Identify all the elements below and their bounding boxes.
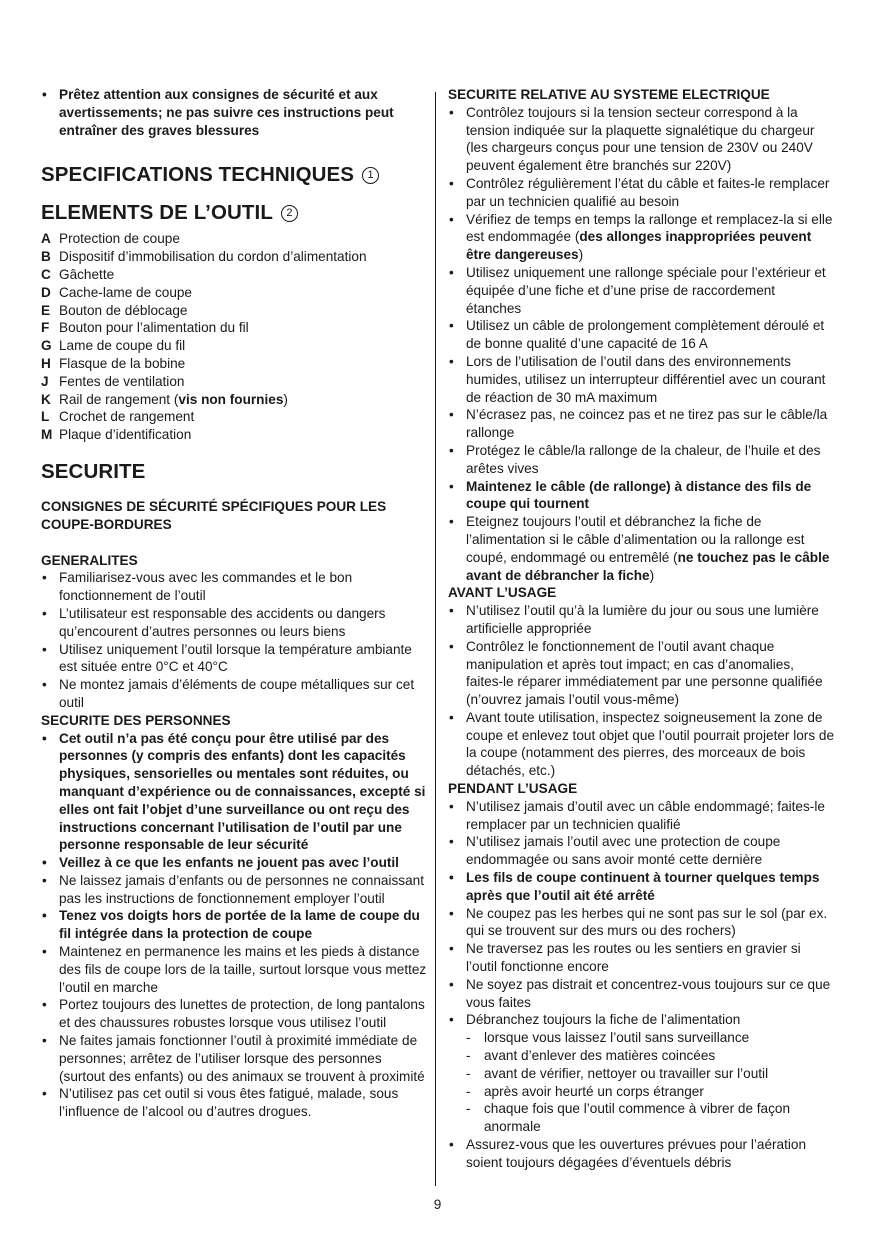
list-item: • N’utilisez jamais l’outil avec une protection de coupe endommagée ou sans avoir monté cette dernière — [448, 833, 834, 869]
part-item — [41, 355, 427, 373]
item-text-after: ) — [649, 567, 655, 583]
intro-list — [41, 86, 427, 139]
column-divider — [435, 92, 436, 1186]
part-text-after: ) — [283, 391, 288, 407]
list-item — [448, 513, 834, 584]
spec-heading — [41, 163, 427, 187]
list-item: • Familiarisez-vous avec les commandes et le bon fonctionnement de l’outil — [41, 569, 427, 605]
part-text: Cache-lame de coupe — [59, 284, 192, 300]
list-item: • Les fils de coupe continuent à tourner quelques temps après que l’outil ait été arrêté — [448, 869, 834, 905]
list-item: • N’utilisez pas cet outil si vous êtes fatigué, malade, sous l’influence de l’alcool ou d’autres drogues. — [41, 1085, 427, 1121]
pendant-heading: PENDANT L’USAGE — [448, 781, 578, 797]
list-item: • Ne coupez pas les herbes qui ne sont pas sur le sol (par ex. qui se trouvent sur des murs ou des rochers) — [448, 905, 834, 941]
consignes-heading: CONSIGNES DE SÉCURITÉ SPÉCIFIQUES POUR LES COUPE-BORDURES — [41, 498, 387, 532]
elements-figure-ref: 2 — [281, 205, 298, 222]
item-text: Vérifiez de temps en temps la rallonge et remplacez-la si elle est endommagée ( — [466, 211, 833, 245]
securite-heading: SECURITE — [41, 459, 146, 483]
page-number: 9 — [433, 1197, 442, 1212]
part-text: Bouton de déblocage — [59, 302, 188, 318]
debranchez-sublist — [466, 1029, 834, 1136]
part-letter: F — [41, 320, 50, 336]
part-text: Gâchette — [59, 266, 115, 282]
list-item — [448, 353, 834, 406]
list-item: • Avant toute utilisation, inspectez soigneusement la zone de coupe et enlevez tout objet que l’outil pourrait projeter lors de la coupe (notamment des pierres, des morceaux de bois détachés, etc.) — [448, 709, 834, 780]
part-letter: L — [41, 409, 50, 425]
part-text: Plaque d’identification — [59, 427, 192, 443]
part-text: Rail de rangement ( — [59, 391, 179, 407]
item-text-bold: Maintenez le câble (de rallonge) à distance des fils de coupe qui tournent — [466, 478, 812, 512]
item-text: Utilisez uniquement une rallonge spéciale pour l’extérieur et équipée d’une fiche et d’une prise de raccordement étanches — [466, 264, 826, 316]
list-item: • Utilisez uniquement l’outil lorsque la température ambiante est située entre 0°C et 40°C — [41, 641, 427, 677]
sub-item: - avant de vérifier, nettoyer ou travailler sur l’outil — [466, 1065, 769, 1081]
list-item: • Ne faites jamais fonctionner l’outil à proximité immédiate de personnes; arrêtez de l’utiliser lorsque des personnes (surtout des enfants) ou des animaux se trouvent à proximité — [41, 1032, 427, 1085]
item-text-bold: ne touchez pas le câble avant de débrancher la fiche — [466, 549, 830, 583]
electrique-list — [448, 104, 834, 585]
generalites-list — [41, 569, 427, 711]
parts-list — [41, 230, 427, 444]
list-item: • Veillez à ce que les enfants ne jouent pas avec l’outil — [41, 854, 427, 872]
part-letter: C — [41, 266, 51, 282]
part-text-bold: vis non fournies — [178, 391, 284, 407]
list-item — [448, 175, 834, 211]
sub-item: - avant d’enlever des matières coincées — [466, 1048, 716, 1064]
item-text: N’écrasez pas, ne coincez pas et ne tirez pas sur le câble/la rallonge — [466, 407, 828, 441]
sub-item: - lorsque vous laissez l’outil sans surveillance — [466, 1030, 750, 1046]
part-item — [41, 408, 427, 426]
part-text: Flasque de la bobine — [59, 355, 186, 371]
part-letter: B — [41, 249, 51, 265]
list-item: • Cet outil n’a pas été conçu pour être utilisé par des personnes (y compris des enfants) dont les capacités physiques, sensorielles ou mentales sont réduites, ou manquant d’expérience ou de connaissances, excepté si elles ont fait l’objet d’une surveillance ou ont reçu des instructions concernant l’utilisation de l’outil par une personne responsable de leur sécurité — [41, 730, 427, 855]
part-item — [41, 337, 427, 355]
part-text: Bouton pour l’alimentation du fil — [59, 320, 249, 336]
list-item — [448, 442, 834, 478]
list-item — [448, 317, 834, 353]
part-item — [41, 230, 427, 248]
part-item — [41, 319, 427, 337]
elements-heading-text: ELEMENTS DE L’OUTIL — [41, 201, 273, 225]
part-text: Lame de coupe du fil — [59, 338, 186, 354]
part-letter: J — [41, 373, 49, 389]
list-item: • Ne traversez pas les routes ou les sentiers en gravier si l’outil fonctionne encore — [448, 940, 834, 976]
item-text: Protégez le câble/la rallonge de la chaleur, de l’huile et des arêtes vives — [466, 442, 821, 476]
generalites-heading: GENERALITES — [41, 552, 138, 568]
part-letter: K — [41, 391, 51, 407]
list-item: • Maintenez en permanence les mains et les pieds à distance des fils de coupe lors de la taille, surtout lorsque vous mettez l’outil en marche — [41, 943, 427, 996]
part-item — [41, 426, 427, 444]
sub-item-text: après avoir heurté un corps étranger — [484, 1083, 704, 1099]
part-item — [41, 391, 427, 409]
list-item — [448, 1011, 834, 1136]
list-item: • Portez toujours des lunettes de protection, de long pantalons et des chaussures robustes lorsque vous utilisez l’outil — [41, 996, 427, 1032]
sub-item-text: chaque fois que l’outil commence à vibrer de façon anormale — [484, 1101, 791, 1135]
list-item — [448, 264, 834, 317]
part-item — [41, 302, 427, 320]
sub-item-text: avant d’enlever des matières coincées — [484, 1048, 716, 1064]
intro-warning: • Prêtez attention aux consignes de sécurité et aux avertissements; ne pas suivre ces instructions peut entraîner des graves blessures — [41, 86, 427, 139]
list-item: • N’utilisez l’outil qu’à la lumière du jour ou sous une lumière artificielle appropriée — [448, 602, 834, 638]
personnes-list — [41, 730, 427, 1122]
spec-heading-text: SPECIFICATIONS TECHNIQUES — [41, 163, 355, 187]
list-item: • Assurez-vous que les ouvertures prévues pour l’aération soient toujours dégagées d’éventuels débris — [448, 1136, 834, 1172]
part-text: Dispositif d’immobilisation du cordon d’alimentation — [59, 249, 367, 265]
list-item — [448, 211, 834, 264]
part-text: Fentes de ventilation — [59, 373, 185, 389]
elements-heading — [41, 201, 427, 225]
part-letter: G — [41, 338, 52, 354]
item-text: Débranchez toujours la fiche de l’alimentation — [466, 1012, 741, 1028]
sub-item: - après avoir heurté un corps étranger — [466, 1083, 704, 1099]
part-item — [41, 248, 427, 266]
list-item: • L’utilisateur est responsable des accidents ou dangers qu’encourent d’autres personnes ou leurs biens — [41, 605, 427, 641]
list-item — [448, 478, 834, 514]
sub-item-text: avant de vérifier, nettoyer ou travailler sur l’outil — [484, 1065, 769, 1081]
spec-figure-ref: 1 — [362, 167, 379, 184]
list-item: • Tenez vos doigts hors de portée de la lame de coupe du fil intégrée dans la protection de coupe — [41, 907, 427, 943]
item-text: Lors de l’utilisation de l’outil dans des environnements humides, utilisez un interrupteur différentiel avec un courant de réaction de 30 mA maximum — [466, 353, 826, 405]
part-letter: M — [41, 427, 53, 443]
left-column — [41, 86, 427, 1121]
avant-list — [448, 602, 834, 780]
item-text: Utilisez un câble de prolongement complètement déroulé et de bonne qualité d’une capacité de 16 A — [466, 318, 825, 352]
item-text-after: ) — [578, 247, 584, 263]
item-text: Contrôlez toujours si la tension secteur correspond à la tension indiquée sur la plaquette signalétique du chargeur (les chargeurs conçus pour une tension de 230V ou 240V peuvent également être branchés sur 220V) — [466, 104, 815, 174]
right-column — [448, 86, 834, 1172]
pendant-list — [448, 798, 834, 1172]
list-item — [448, 406, 834, 442]
part-letter: D — [41, 284, 51, 300]
list-item: • Ne soyez pas distrait et concentrez-vous toujours sur ce que vous faites — [448, 976, 834, 1012]
part-item — [41, 266, 427, 284]
part-item — [41, 284, 427, 302]
item-text: Eteignez toujours l’outil et débranchez la fiche de l’alimentation si le câble d’alimentation ou la rallonge est coupé, endommagé ou entremêlé ( — [466, 514, 805, 565]
electrique-heading: SECURITE RELATIVE AU SYSTEME ELECTRIQUE — [448, 87, 770, 102]
part-item — [41, 373, 427, 391]
list-item: • Ne laissez jamais d’enfants ou de personnes ne connaissant pas les instructions de fonctionnement employer l’outil — [41, 872, 427, 908]
part-letter: H — [41, 355, 51, 371]
sub-item: - chaque fois que l’outil commence à vibrer de façon anormale — [466, 1101, 791, 1135]
sub-item-text: lorsque vous laissez l’outil sans surveillance — [484, 1030, 750, 1046]
part-letter: E — [41, 302, 51, 318]
list-item: • Contrôlez le fonctionnement de l’outil avant chaque manipulation et après tout impact; en cas d’anomalies, faites-le réparer immédiatement par une personne qualifiée (n’ouvrez jamais l’outil vous-même) — [448, 638, 834, 709]
item-text-bold: des allonges inappropriées peuvent être dangereuses — [466, 229, 812, 263]
list-item: • Ne montez jamais d’éléments de coupe métalliques sur cet outil — [41, 676, 427, 712]
part-text: Crochet de rangement — [59, 409, 195, 425]
list-item: • N’utilisez jamais d’outil avec un câble endommagé; faites-le remplacer par un technicien qualifié — [448, 798, 834, 834]
item-text: Contrôlez régulièrement l’état du câble et faites-le remplacer par un technicien qualifié au besoin — [466, 175, 830, 209]
part-text: Protection de coupe — [59, 231, 180, 247]
part-letter: A — [41, 231, 51, 247]
avant-heading: AVANT L’USAGE — [448, 585, 557, 601]
personnes-heading: SECURITE DES PERSONNES — [41, 712, 231, 728]
list-item — [448, 104, 834, 175]
